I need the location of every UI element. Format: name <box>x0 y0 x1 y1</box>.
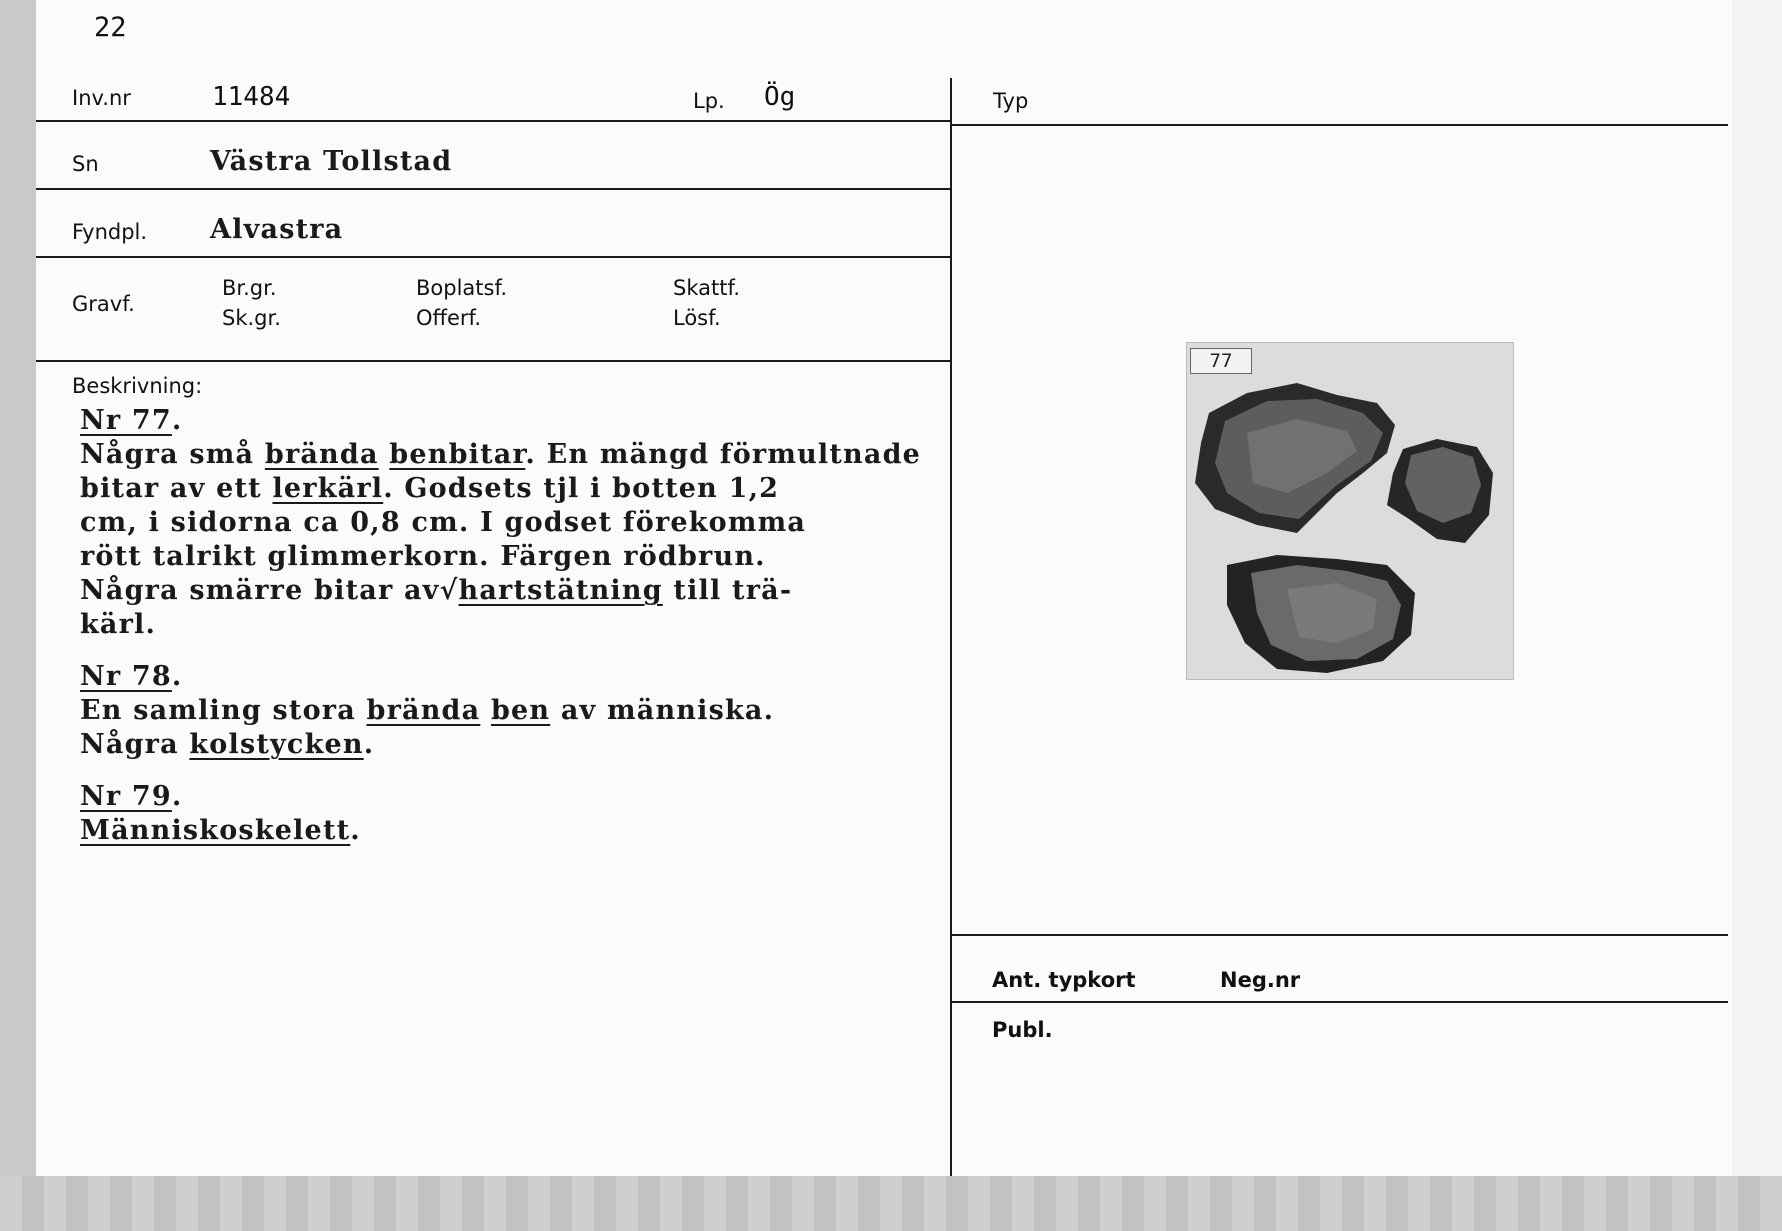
nr77-line-6: kärl. <box>80 609 157 640</box>
gravf-label: Gravf. <box>72 292 135 316</box>
sn-value: Västra Tollstad <box>210 146 453 177</box>
boplatsf-label: Boplatsf. <box>416 276 508 300</box>
nr77-heading: Nr 77. <box>80 405 183 436</box>
photo-number-tag: 77 <box>1190 348 1252 374</box>
offerf-label: Offerf. <box>416 306 482 330</box>
sn-label: Sn <box>72 152 99 176</box>
typ-label: Typ <box>993 89 1029 113</box>
skgr-label: Sk.gr. <box>222 306 281 330</box>
publ-label: Publ. <box>992 1018 1053 1042</box>
row-line-gravf <box>36 360 950 362</box>
artifact-photo <box>1186 342 1514 680</box>
inv-nr-value: 11484 <box>212 82 291 112</box>
ant-typkort-label: Ant. typkort <box>992 968 1136 992</box>
nr77-line-4: rött talrikt glimmerkorn. Färgen rödbrun. <box>80 541 766 572</box>
nr79-heading: Nr 79. <box>80 781 183 812</box>
nr77-line-5: Några smärre bitar av√hartstätning till trä- <box>80 575 793 606</box>
nr78-line-1: En samling stora brända ben av människa. <box>80 695 775 726</box>
beskrivning-label: Beskrivning: <box>72 374 203 398</box>
lp-value: Ög <box>764 82 796 112</box>
inv-nr-label: Inv.nr <box>72 86 131 110</box>
skattf-label: Skattf. <box>673 276 740 300</box>
losf-label: Lösf. <box>673 306 721 330</box>
row-line-sn <box>36 188 950 190</box>
page-number: 22 <box>94 12 127 43</box>
fyndpl-value: Alvastra <box>210 214 344 245</box>
lp-label: Lp. <box>693 89 725 113</box>
card-edge <box>1732 0 1782 1231</box>
nr79-line-1: Människoskelett. <box>80 815 361 846</box>
artifact-fragments-image <box>1187 343 1513 679</box>
neg-nr-label: Neg.nr <box>1220 968 1301 992</box>
row-line-fyndpl <box>36 256 950 258</box>
fyndpl-label: Fyndpl. <box>72 220 148 244</box>
row-line-publ <box>952 1001 1728 1003</box>
column-divider <box>950 78 952 1176</box>
nr78-line-2: Några kolstycken. <box>80 729 375 760</box>
nr78-heading: Nr 78. <box>80 661 183 692</box>
nr77-line-3: cm, i sidorna ca 0,8 cm. I godset förekomma <box>80 507 807 538</box>
nr77-line-2: bitar av ett lerkärl. Godsets tjl i botten 1,2 <box>80 473 780 504</box>
brgr-label: Br.gr. <box>222 276 277 300</box>
nr77-line-1: Några små brända benbitar. En mängd förmultnade <box>80 439 922 470</box>
row-line-inv <box>36 120 950 122</box>
scan-background-strip <box>0 1176 1782 1231</box>
row-line-typ <box>952 124 1728 126</box>
row-line-ant <box>952 934 1728 936</box>
